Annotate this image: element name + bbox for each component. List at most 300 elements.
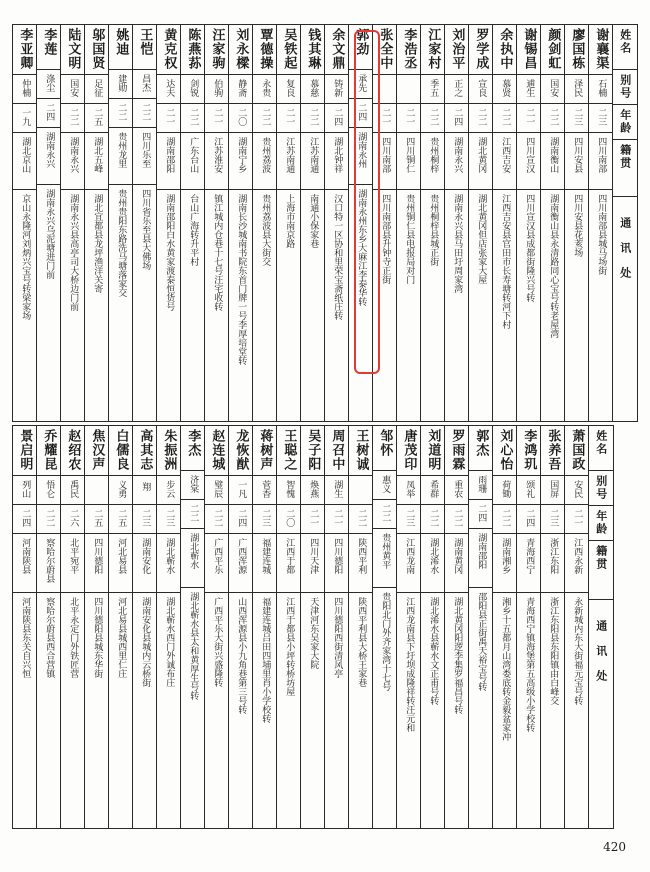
cell-name: 姚迪 xyxy=(113,28,129,56)
cell-alias: 国屏 xyxy=(548,480,559,498)
cell-origin: 江西永新 xyxy=(572,538,583,574)
cell-name: 王恺 xyxy=(137,28,153,56)
cell-address: 江西吉安县官田市长寿塘转河下村 xyxy=(500,194,511,329)
cell-address: 永新城内东大街福元宝号转 xyxy=(572,597,583,705)
cell-alias: 惠义 xyxy=(380,475,391,493)
cell-address: 湖北蕲水西门外诚布庄 xyxy=(164,597,175,687)
cell-age: 二〇 xyxy=(284,509,295,527)
cell-address: 山西浑源县小九角巷第三号转 xyxy=(236,597,247,714)
cell-age: 二二 xyxy=(260,108,271,126)
cell-address: 江西于都县小坪转桥坊屋 xyxy=(284,597,295,696)
column-header-alias: 别号 xyxy=(594,475,608,501)
cell-address: 四川南部县城马场街 xyxy=(596,194,607,275)
cell-address: 天津河东吴家大院 xyxy=(308,597,319,669)
cell-alias: 凤举 xyxy=(404,480,415,498)
cell-alias: 湖生 xyxy=(332,480,343,498)
cell-address: 四川宣汉县成都街隆兴号转 xyxy=(524,194,535,302)
person-column xyxy=(13,25,37,422)
cell-address: 湖北浠水县蕲水文正甫号转 xyxy=(428,597,439,705)
cell-name: 赵连城 xyxy=(209,429,225,471)
cell-origin: 四川南部 xyxy=(596,137,607,173)
person-column xyxy=(541,426,565,829)
cell-origin: 湖北蕲水 xyxy=(164,538,175,574)
cell-age: 二〇 xyxy=(236,108,247,126)
cell-address: 四川安县花荄场 xyxy=(572,194,583,257)
cell-age: 二二 xyxy=(500,509,511,527)
cell-age: 二二 xyxy=(188,504,199,522)
cell-address: 贵州铜仁县电报局对门 xyxy=(404,194,415,284)
cell-alias: 焕燕 xyxy=(308,480,319,498)
cell-origin: 江苏南通 xyxy=(308,137,319,173)
cell-address: 河北易县城西里仁庄 xyxy=(116,597,127,678)
person-column xyxy=(373,426,397,829)
cell-name: 焦汉声 xyxy=(89,429,105,471)
cell-age: 二一 xyxy=(380,108,391,126)
cell-origin: 四川宣汉 xyxy=(524,137,535,173)
cell-name: 刘心怡 xyxy=(497,429,513,471)
cell-alias: 一凡 xyxy=(236,480,247,498)
cell-age: 二五 xyxy=(92,509,103,527)
cell-age: 二二 xyxy=(548,108,559,126)
cell-origin: 察哈尔蔚县 xyxy=(44,538,55,583)
cell-age: 二三 xyxy=(548,509,559,527)
cell-origin: 湖北黄冈 xyxy=(476,137,487,173)
cell-alias: 伯驹 xyxy=(212,79,223,97)
cell-origin: 湖南安化 xyxy=(140,538,151,574)
cell-name: 白儒良 xyxy=(113,429,129,471)
cell-address: 四川德阳西街清风亭 xyxy=(332,597,343,678)
cell-origin: 贵州龙里 xyxy=(116,132,127,168)
cell-alias: 剑锐 xyxy=(188,79,199,97)
cell-alias: 璧辰 xyxy=(212,480,223,498)
cell-name: 谢襄渠 xyxy=(593,28,609,70)
cell-name: 郭杰 xyxy=(473,429,489,457)
cell-name: 李鸿玑 xyxy=(521,429,537,471)
cell-age: 二五 xyxy=(92,108,103,126)
cell-name: 李莲 xyxy=(41,28,57,56)
cell-age: 二六 xyxy=(68,509,79,527)
header-column xyxy=(589,426,614,829)
cell-origin: 四川南部 xyxy=(380,137,391,173)
person-column xyxy=(109,25,133,422)
cell-age: 二二 xyxy=(116,103,127,121)
cell-address: 青海西宁镇海堡第五高级小学校转 xyxy=(524,597,535,732)
cell-age: 二一 xyxy=(524,108,535,126)
cell-origin: 湖北浠水 xyxy=(428,538,439,574)
cell-origin: 广西平乐 xyxy=(212,538,223,574)
cell-address: 湖南永兴县马田圩周家湾 xyxy=(452,194,463,293)
person-column xyxy=(589,25,613,422)
roster-row xyxy=(13,25,638,422)
column-header-name: 姓名 xyxy=(594,430,608,456)
cell-alias: 慕慈 xyxy=(308,79,319,97)
person-column xyxy=(397,25,421,422)
cell-origin: 四川德阳 xyxy=(332,538,343,574)
person-column xyxy=(181,25,205,422)
cell-alias: 义勇 xyxy=(116,480,127,498)
person-column xyxy=(61,25,85,422)
cell-alias: 步云 xyxy=(164,480,175,498)
cell-alias: 国安 xyxy=(68,79,79,97)
cell-alias: 复良 xyxy=(284,79,295,97)
cell-name: 蒋树声 xyxy=(257,429,273,471)
cell-name: 吴铁起 xyxy=(281,28,297,70)
person-column xyxy=(61,426,85,829)
cell-alias: 菅香 xyxy=(260,480,271,498)
cell-name: 朱振洲 xyxy=(161,429,177,471)
column-header-origin: 籍贯 xyxy=(618,144,632,170)
cell-address: 四川德阳县城东华街 xyxy=(92,597,103,678)
cell-alias: 重农 xyxy=(452,480,463,498)
cell-address: 湖南长沙城南书院东首门牌一号李厚培堂转 xyxy=(236,194,247,365)
cell-origin: 福建连城 xyxy=(260,538,271,574)
cell-origin: 湖南永州 xyxy=(356,132,367,168)
person-column xyxy=(493,25,517,422)
cell-age: 二四 xyxy=(236,509,247,527)
cell-age: 二一 xyxy=(284,108,295,126)
cell-name: 刘治平 xyxy=(449,28,465,70)
person-column xyxy=(421,25,445,422)
cell-address: 京山永隆河刘炳兴宝号转梁家场 xyxy=(20,194,31,320)
cell-age: 二一 xyxy=(572,509,583,527)
cell-address: 湖南安化县城内云桥街 xyxy=(140,597,151,687)
cell-address: 四川南部县升钟寺正街 xyxy=(380,194,391,284)
cell-address: 邵阳县正街禹天裕宝号转 xyxy=(476,592,487,691)
cell-address: 湖北黄冈但店张家大屋 xyxy=(476,194,487,284)
cell-address: 察哈尔蔚县西合营镇 xyxy=(44,597,55,678)
cell-age: 二二 xyxy=(68,108,79,126)
cell-address: 汉口特一区协和里荣宝斋纸庄转 xyxy=(332,194,343,320)
cell-age: 二三 xyxy=(572,108,583,126)
column-header-age: 年龄 xyxy=(618,109,632,135)
cell-origin: 广东台山 xyxy=(188,137,199,173)
person-column xyxy=(541,25,565,422)
cell-alias: 昌杰 xyxy=(140,74,151,92)
cell-age: 二三 xyxy=(404,509,415,527)
cell-age: 二三 xyxy=(140,509,151,527)
cell-age: 二二 xyxy=(500,108,511,126)
cell-name: 刘永樑 xyxy=(233,28,249,70)
cell-age: 二二 xyxy=(140,103,151,121)
person-column xyxy=(205,426,229,829)
cell-origin: 湖北京山 xyxy=(20,137,31,173)
cell-origin: 湖南邵阳 xyxy=(164,137,175,173)
cell-address: 湖南永州东乡大麻江李泰华转 xyxy=(356,189,367,306)
person-column xyxy=(325,25,349,422)
person-column xyxy=(565,426,589,829)
cell-origin: 四川天津 xyxy=(308,538,319,574)
cell-origin: 广西浑源 xyxy=(236,538,247,574)
cell-name: 景启明 xyxy=(17,429,33,471)
person-column xyxy=(205,25,229,422)
cell-age: 二四 xyxy=(20,509,31,527)
person-column xyxy=(253,426,277,829)
cell-alias: 铸新 xyxy=(332,79,343,97)
cell-alias: 悟仑 xyxy=(44,480,55,498)
cell-name: 颜剑虹 xyxy=(545,28,561,70)
column-header-address: 通讯处 xyxy=(618,217,632,292)
cell-origin: 湖北蕲水 xyxy=(188,533,199,569)
cell-address: 湖北蕲水县太和黄厚生号转 xyxy=(188,592,199,700)
person-column xyxy=(109,426,133,829)
cell-alias: 仲楠 xyxy=(20,79,31,97)
cell-age: 二四 xyxy=(524,509,535,527)
column-header-name: 姓名 xyxy=(618,29,632,55)
person-column xyxy=(445,426,469,829)
cell-origin: 湖南湘乡 xyxy=(500,538,511,574)
column-header-age: 年龄 xyxy=(594,510,608,536)
person-column xyxy=(469,426,493,829)
cell-address: 镇江城内仓巷十七号汪宅收转 xyxy=(212,194,223,311)
cell-name: 吴子阳 xyxy=(305,429,321,471)
cell-name: 谢锡昌 xyxy=(521,28,537,70)
cell-age: 二一 xyxy=(308,509,319,527)
cell-name: 乔耀昆 xyxy=(41,429,57,471)
person-column xyxy=(397,426,421,829)
cell-origin: 四川铜仁 xyxy=(404,137,415,173)
cell-name: 张全中 xyxy=(377,28,393,70)
person-column xyxy=(277,25,301,422)
cell-alias: 智愧 xyxy=(284,480,295,498)
person-column xyxy=(157,25,181,422)
cell-name: 陈燕荪 xyxy=(185,28,201,70)
cell-address: 贵阳北门外齐家湾十七号 xyxy=(380,592,391,691)
cell-address: 湖南邵阳白水黄家渡泰恒货号 xyxy=(164,194,175,311)
cell-origin: 贵州桐梓 xyxy=(428,137,439,173)
person-column xyxy=(373,25,397,422)
cell-origin: 湖南永兴 xyxy=(44,132,55,168)
person-column xyxy=(229,426,253,829)
cell-alias: 石楠 xyxy=(596,79,607,97)
cell-age: 二四 xyxy=(476,504,487,522)
cell-name: 龙恢猷 xyxy=(233,429,249,471)
cell-origin: 陕西平利 xyxy=(356,538,367,574)
cell-alias: 翔 xyxy=(140,482,151,491)
person-column xyxy=(133,426,157,829)
person-column xyxy=(517,25,541,422)
cell-origin: 青海西宁 xyxy=(524,538,535,574)
roster-table-bottom xyxy=(12,425,614,829)
person-column xyxy=(565,25,589,422)
cell-origin: 湖北五峰 xyxy=(92,137,103,173)
cell-age: 二二 xyxy=(476,108,487,126)
cell-origin: 湖南永兴 xyxy=(68,137,79,173)
cell-origin: 江苏南通 xyxy=(284,137,295,173)
person-column xyxy=(469,25,493,422)
column-header-alias: 别号 xyxy=(618,74,632,100)
person-column xyxy=(301,25,325,422)
cell-address: 上海市南京路 xyxy=(284,194,295,248)
cell-name: 邹怀 xyxy=(377,429,393,457)
person-column xyxy=(301,426,325,829)
cell-name: 余文鼎 xyxy=(329,28,345,70)
cell-address: 贵州荔波县大街交 xyxy=(260,194,271,266)
cell-address: 北平永定门外铁匠营 xyxy=(68,597,79,678)
cell-origin: 湖南衡山 xyxy=(548,137,559,173)
cell-address: 湘乡十五都月山湾娄底转金毅盆家冲 xyxy=(500,597,511,741)
cell-alias: 列山 xyxy=(20,480,31,498)
cell-origin: 四川安县 xyxy=(572,137,583,173)
cell-age: 二二 xyxy=(308,108,319,126)
cell-age: 二五 xyxy=(116,509,127,527)
cell-address: 贵州桐梓县城正街 xyxy=(428,194,439,266)
cell-address: 河南陕县东关自兴恒 xyxy=(20,597,31,678)
cell-address: 福建连城吕田四埔里肖小学校转 xyxy=(260,597,271,723)
cell-address: 浙江东阳县东阳镇由白峰交 xyxy=(548,597,559,705)
cell-origin: 湖南邵阳 xyxy=(476,533,487,569)
cell-origin: 湖南黄冈 xyxy=(452,538,463,574)
cell-origin: 河北易县 xyxy=(116,538,127,574)
cell-name: 李浩丞 xyxy=(401,28,417,70)
cell-age: 二二 xyxy=(212,509,223,527)
person-column xyxy=(157,426,181,829)
cell-origin: 湖南永兴 xyxy=(452,137,463,173)
cell-name: 刘道明 xyxy=(425,429,441,471)
cell-name: 张养吾 xyxy=(545,429,561,471)
cell-age: 二三 xyxy=(596,108,607,126)
person-column xyxy=(181,426,205,829)
column-header-address: 通讯处 xyxy=(594,620,608,695)
cell-alias: 静斋 xyxy=(236,79,247,97)
cell-origin: 江西吉安 xyxy=(500,137,511,173)
cell-name: 高其志 xyxy=(137,429,153,471)
cell-alias: 慕贤 xyxy=(500,79,511,97)
cell-alias: 逋生 xyxy=(524,79,535,97)
cell-origin: 贵州黄平 xyxy=(380,533,391,569)
cell-alias: 季五 xyxy=(428,79,439,97)
cell-alias: 达夫 xyxy=(164,79,175,97)
person-column xyxy=(493,426,517,829)
page-number: 420 xyxy=(603,840,626,854)
cell-origin: 江西龙南 xyxy=(404,538,415,574)
cell-age: 二一 xyxy=(332,509,343,527)
cell-name: 唐茂印 xyxy=(401,429,417,471)
cell-alias: 建勋 xyxy=(116,74,127,92)
cell-origin: 江西于都 xyxy=(284,538,295,574)
cell-alias: 禹民 xyxy=(68,480,79,498)
cell-name: 汪家驹 xyxy=(209,28,225,70)
cell-alias: 颂礼 xyxy=(524,480,535,498)
person-column xyxy=(253,25,277,422)
cell-address: 南通小保家巷 xyxy=(308,194,319,248)
cell-name: 萧国政 xyxy=(569,429,585,471)
cell-age: 二一 xyxy=(164,108,175,126)
cell-name: 李杰 xyxy=(185,429,201,457)
cell-age: 二二 xyxy=(356,509,367,527)
cell-alias: 宣良 xyxy=(476,79,487,97)
cell-alias: 安民 xyxy=(572,480,583,498)
cell-address: 四川省乐至县大佛场 xyxy=(140,189,151,270)
cell-alias: 希群 xyxy=(428,480,439,498)
cell-name: 廖国栋 xyxy=(569,28,585,70)
person-column xyxy=(349,426,373,829)
cell-age: 二二 xyxy=(428,509,439,527)
cell-age: 一九 xyxy=(20,108,31,126)
cell-address: 陕西平利县大桥王家巷 xyxy=(356,597,367,687)
cell-name: 王树诚 xyxy=(353,429,369,471)
cell-age: 二二 xyxy=(188,108,199,126)
person-column xyxy=(517,426,541,829)
person-column xyxy=(37,25,61,422)
cell-origin: 湖南宁乡 xyxy=(236,137,247,173)
cell-origin: 北平宛平 xyxy=(68,538,79,574)
cell-origin: 浙江东阳 xyxy=(548,538,559,574)
cell-name: 黄克权 xyxy=(161,28,177,70)
cell-name: 罗雨霖 xyxy=(449,429,465,471)
cell-alias: 国安 xyxy=(548,79,559,97)
cell-address: 湖南衡山县永清路同心宝号转老屋湾 xyxy=(548,194,559,338)
cell-origin: 贵州荔波 xyxy=(260,137,271,173)
header-column xyxy=(613,25,638,422)
person-column xyxy=(421,426,445,829)
column-header-origin: 籍贯 xyxy=(594,545,608,571)
cell-alias: 正之 xyxy=(452,79,463,97)
cell-name: 王聪之 xyxy=(281,429,297,471)
cell-origin: 四川乐至 xyxy=(140,132,151,168)
person-column xyxy=(229,25,253,422)
cell-alias: 涤尘 xyxy=(44,74,55,92)
cell-age: 二二 xyxy=(428,108,439,126)
cell-name: 钱其琳 xyxy=(305,28,321,70)
cell-origin: 河南陕县 xyxy=(20,538,31,574)
cell-alias: 承先 xyxy=(356,74,367,92)
person-column xyxy=(85,426,109,829)
cell-age: 二一 xyxy=(404,108,415,126)
cell-origin: 湖北钟祥 xyxy=(332,137,343,173)
cell-name: 李亚卿 xyxy=(17,28,33,70)
cell-name: 周召中 xyxy=(329,429,345,471)
cell-alias: 济棠 xyxy=(188,475,199,493)
cell-name: 覃德操 xyxy=(257,28,273,70)
person-column xyxy=(13,426,37,829)
cell-name: 陆文明 xyxy=(65,28,81,70)
person-column xyxy=(445,25,469,422)
cell-age: 二二 xyxy=(452,509,463,527)
cell-address: 广西平乐大街兴盛隆转 xyxy=(212,597,223,687)
cell-name: 江家村 xyxy=(425,28,441,70)
cell-address: 湖南永兴县高亭司大桥边门前 xyxy=(68,194,79,311)
roster-table-top xyxy=(12,24,638,422)
person-column xyxy=(349,25,373,422)
cell-name: 余执中 xyxy=(497,28,513,70)
cell-age: 二一 xyxy=(212,108,223,126)
cell-alias: 足征 xyxy=(92,79,103,97)
cell-age: 二三 xyxy=(260,509,271,527)
person-column xyxy=(325,426,349,829)
cell-age: 二四 xyxy=(452,108,463,126)
cell-alias: 泽民 xyxy=(572,79,583,97)
cell-name: 赵绍农 xyxy=(65,429,81,471)
cell-name: 罗学成 xyxy=(473,28,489,70)
roster-row xyxy=(13,426,614,829)
cell-age: 二二 xyxy=(44,509,55,527)
cell-origin: 江苏淮安 xyxy=(212,137,223,173)
cell-address: 江西龙南县下圩坝成隆祥转汪元和 xyxy=(404,597,415,732)
cell-address: 台山广海转升平村 xyxy=(188,194,199,266)
person-column xyxy=(133,25,157,422)
cell-address: 湖北宜都县龙坪渔洋关寄 xyxy=(92,194,103,293)
cell-age: 二四 xyxy=(332,108,343,126)
cell-age: 二四 xyxy=(44,103,55,121)
cell-address: 湖北黄冈阳逻李集罗福昌号转 xyxy=(452,597,463,714)
cell-alias: 永贵 xyxy=(260,79,271,97)
cell-origin: 四川德阳 xyxy=(92,538,103,574)
cell-age: 二二 xyxy=(380,504,391,522)
cell-alias: 雨珊 xyxy=(476,475,487,493)
cell-name: 郭劲 xyxy=(353,28,369,56)
person-column xyxy=(277,426,301,829)
cell-age: 二三 xyxy=(164,509,175,527)
